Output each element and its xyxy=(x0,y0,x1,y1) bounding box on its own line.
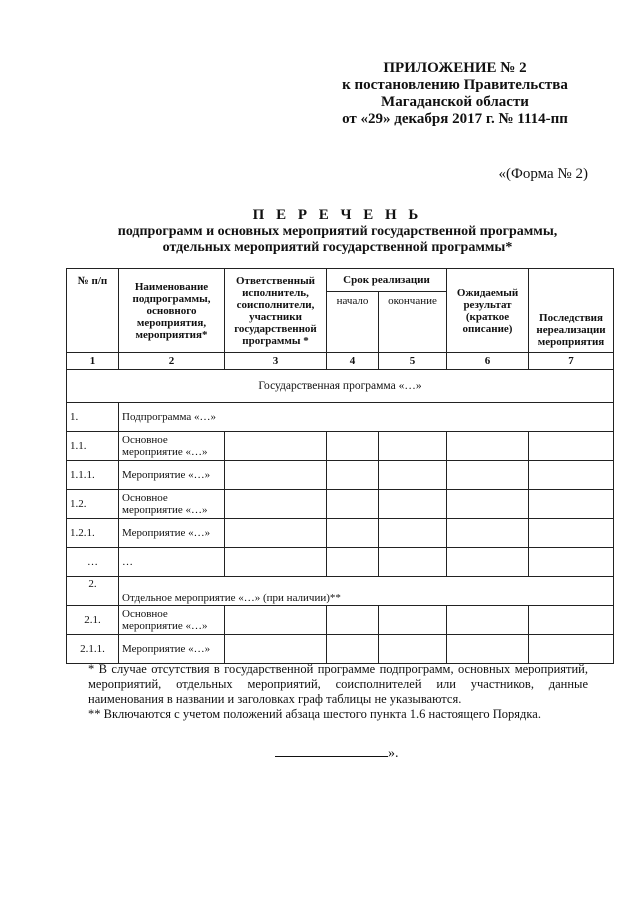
empty-cell xyxy=(225,635,327,664)
column-number: 4 xyxy=(327,353,379,370)
empty-cell xyxy=(225,548,327,577)
empty-cell xyxy=(529,548,614,577)
empty-cell xyxy=(379,548,447,577)
empty-cell xyxy=(529,461,614,490)
title-main: П Е Р Е Ч Е Н Ь xyxy=(252,207,423,223)
empty-cell xyxy=(327,635,379,664)
row-name: Основное мероприятие «…» xyxy=(119,490,225,519)
empty-cell xyxy=(447,461,529,490)
title-line-2: подпрограмм и основных мероприятий государственной программы, xyxy=(117,224,558,239)
appendix-line-3: Магаданской области xyxy=(381,94,529,110)
row-number: 1.1. xyxy=(67,432,119,461)
program-table xyxy=(66,268,614,664)
empty-cell xyxy=(447,635,529,664)
program-title-cell: Государственная программа «…» xyxy=(67,370,614,403)
empty-cell xyxy=(327,490,379,519)
column-number: 2 xyxy=(119,353,225,370)
row-number: 2.1. xyxy=(67,606,119,635)
row-number: 2.1.1. xyxy=(67,635,119,664)
empty-cell xyxy=(529,519,614,548)
empty-cell xyxy=(225,490,327,519)
header-start: начало xyxy=(327,292,379,353)
header-result: Ожидаемый результат (краткое описание) xyxy=(447,269,529,353)
empty-cell xyxy=(529,606,614,635)
row-name: Мероприятие «…» xyxy=(119,635,225,664)
header-end: окончание xyxy=(379,292,447,353)
column-number: 1 xyxy=(67,353,119,370)
appendix-line-4: от «29» декабря 2017 г. № 1114-пп xyxy=(342,111,568,127)
empty-cell xyxy=(327,548,379,577)
title-line-3: отдельных мероприятий государственной программы* xyxy=(162,240,513,255)
empty-cell xyxy=(225,432,327,461)
closing-line xyxy=(275,742,399,762)
header-period: Срок реализации xyxy=(327,269,447,292)
empty-cell xyxy=(379,606,447,635)
column-number: 7 xyxy=(529,353,614,370)
table-row xyxy=(67,432,614,461)
row-number: 1.1.1. xyxy=(67,461,119,490)
appendix-header xyxy=(320,60,590,128)
column-numbers-row xyxy=(67,353,614,370)
closing-quote: ». xyxy=(388,746,399,761)
row-number: … xyxy=(67,548,119,577)
table-row xyxy=(67,548,614,577)
empty-cell xyxy=(379,432,447,461)
row-name: Основное мероприятие «…» xyxy=(119,432,225,461)
row-name: Мероприятие «…» xyxy=(119,461,225,490)
table-row xyxy=(67,461,614,490)
empty-cell xyxy=(447,606,529,635)
row-number: 1.2.1. xyxy=(67,519,119,548)
row-number: 1.2. xyxy=(67,490,119,519)
empty-cell xyxy=(327,432,379,461)
empty-cell xyxy=(529,490,614,519)
empty-cell xyxy=(379,490,447,519)
empty-cell xyxy=(529,432,614,461)
row-number: 1. xyxy=(67,403,119,432)
form-label: «(Форма № 2) xyxy=(498,166,588,182)
footnote-1: * В случае отсутствия в государственной программе подпрограмм, основных мероприятий, мероприятий, отдельных мероприятий, соисполнителей или участников, данные наименования в названии и заголовках граф таблицы не указываются. xyxy=(88,662,588,706)
document-title xyxy=(60,206,615,256)
footnote-2: ** Включаются с учетом положений абзаца шестого пункта 1.6 настоящего Порядка. xyxy=(88,707,541,721)
empty-cell xyxy=(447,548,529,577)
empty-cell xyxy=(327,606,379,635)
footnotes xyxy=(88,662,588,722)
row-number: 2. xyxy=(67,577,119,606)
empty-cell xyxy=(379,635,447,664)
header-name: Наименование подпрограммы, основного мероприятия, мероприятия* xyxy=(119,269,225,353)
row-name: … xyxy=(119,548,225,577)
column-number: 3 xyxy=(225,353,327,370)
appendix-line-1: ПРИЛОЖЕНИЕ № 2 xyxy=(383,60,527,76)
row-name: Подпрограмма «…» xyxy=(119,403,614,432)
table-header-row xyxy=(67,269,614,292)
program-row xyxy=(67,370,614,403)
empty-cell xyxy=(379,461,447,490)
signature-underline xyxy=(275,742,388,757)
column-number: 6 xyxy=(447,353,529,370)
row-name: Основное мероприятие «…» xyxy=(119,606,225,635)
column-number: 5 xyxy=(379,353,447,370)
empty-cell xyxy=(447,490,529,519)
table-row xyxy=(67,635,614,664)
empty-cell xyxy=(327,519,379,548)
table-row xyxy=(67,519,614,548)
header-consequences: Последствия нереализации мероприятия xyxy=(529,269,614,353)
empty-cell xyxy=(447,432,529,461)
table-row xyxy=(67,606,614,635)
empty-cell xyxy=(225,461,327,490)
row-name: Отдельное мероприятие «…» (при наличии)** xyxy=(119,577,614,606)
table-row xyxy=(67,577,614,606)
appendix-line-2: к постановлению Правительства xyxy=(342,77,568,93)
table-row xyxy=(67,490,614,519)
empty-cell xyxy=(447,519,529,548)
empty-cell xyxy=(225,606,327,635)
empty-cell xyxy=(225,519,327,548)
empty-cell xyxy=(379,519,447,548)
table-row xyxy=(67,403,614,432)
empty-cell xyxy=(327,461,379,490)
row-name: Мероприятие «…» xyxy=(119,519,225,548)
header-executor: Ответственный исполнитель, соисполнители, участники государственной программы * xyxy=(225,269,327,353)
empty-cell xyxy=(529,635,614,664)
header-number: № п/п xyxy=(67,269,119,353)
